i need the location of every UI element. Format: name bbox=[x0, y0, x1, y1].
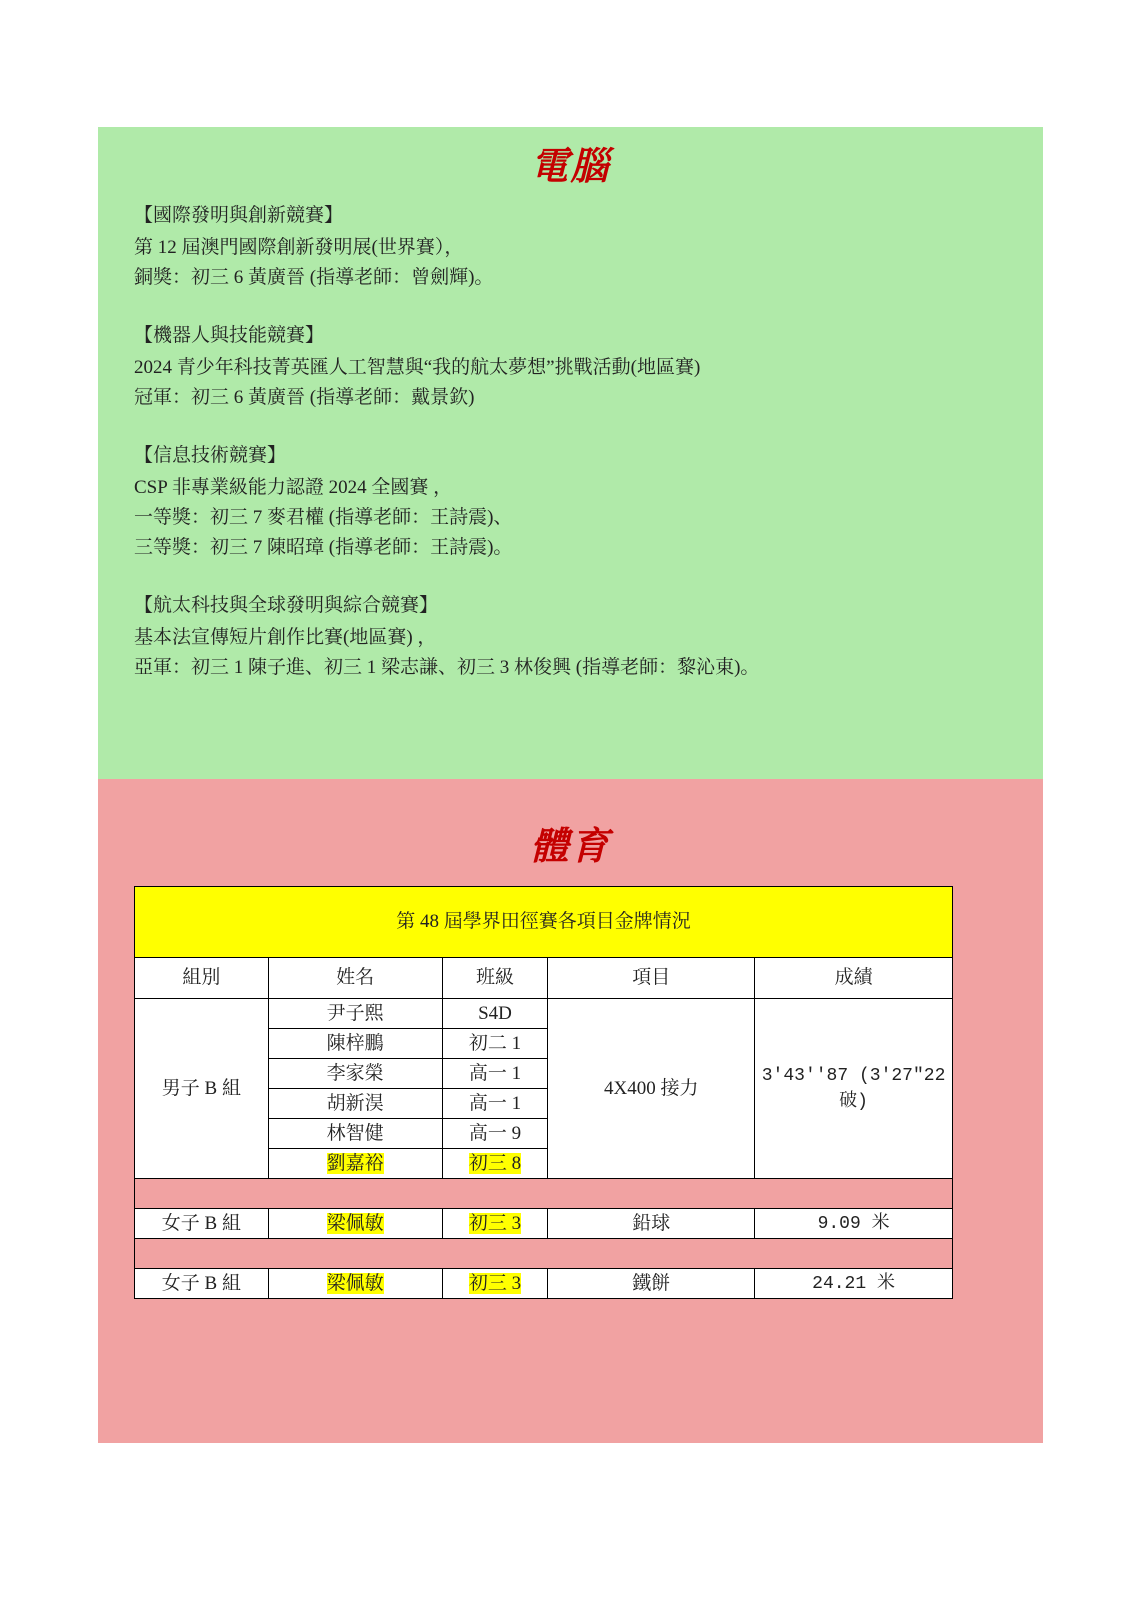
award-heading: 【國際發明與創新競賽】 bbox=[134, 205, 344, 226]
award-line: 冠軍：初三 6 黃廣晉 (指導老師：戴景欽) bbox=[134, 387, 475, 408]
highlighted-name: 劉嘉裕 bbox=[326, 1152, 384, 1174]
relay-event-cell: 4X400 接力 bbox=[548, 999, 755, 1179]
group-cell: 女子 B 組 bbox=[135, 1269, 269, 1299]
member-name-cell: 陳梓鵬 bbox=[268, 1029, 442, 1059]
result-cell: 9.09 米 bbox=[755, 1209, 953, 1239]
table-row bbox=[135, 999, 953, 1029]
award-line: 2024 青少年科技菁英匯人工智慧與“我的航太夢想”挑戰活動(地區賽) bbox=[134, 357, 701, 378]
member-name-cell: 胡新淏 bbox=[268, 1089, 442, 1119]
table-row bbox=[135, 1209, 953, 1239]
member-class-cell: 高一 9 bbox=[442, 1119, 548, 1149]
table-spacer-row bbox=[135, 1239, 953, 1269]
member-name-cell bbox=[268, 1149, 442, 1179]
award-line: CSP 非專業級能力認證 2024 全國賽 ， bbox=[134, 477, 453, 498]
member-class-cell bbox=[442, 1149, 548, 1179]
sports-section bbox=[98, 779, 1043, 1443]
event-cell: 鉛球 bbox=[548, 1209, 755, 1239]
class-cell bbox=[442, 1269, 548, 1299]
spacer-cell bbox=[135, 1179, 953, 1209]
member-name-cell: 林智健 bbox=[268, 1119, 442, 1149]
highlighted-name: 梁佩敏 bbox=[326, 1212, 384, 1234]
award-block-robotics bbox=[134, 321, 700, 413]
award-heading: 【信息技術競賽】 bbox=[134, 445, 287, 466]
member-class-cell: 初二 1 bbox=[442, 1029, 548, 1059]
award-line: 基本法宣傳短片創作比賽(地區賽) ， bbox=[134, 627, 437, 648]
award-line: 三等獎：初三 7 陳昭璋 (指導老師：王詩震)。 bbox=[134, 537, 513, 558]
sports-section-title: 體育 bbox=[530, 826, 611, 868]
header-result: 成績 bbox=[755, 958, 953, 999]
event-cell: 鐵餅 bbox=[548, 1269, 755, 1299]
highlighted-name: 梁佩敏 bbox=[326, 1272, 384, 1294]
award-heading: 【機器人與技能競賽】 bbox=[134, 325, 325, 346]
name-cell bbox=[268, 1269, 442, 1299]
header-event: 項目 bbox=[548, 958, 755, 999]
member-class-cell: 高一 1 bbox=[442, 1089, 548, 1119]
award-block-aerospace bbox=[134, 591, 759, 683]
relay-result-cell: 3'43''87 (3'27"22 破) bbox=[755, 999, 953, 1179]
award-line: 銅獎：初三 6 黃廣晉 (指導老師：曾劍輝)。 bbox=[134, 267, 494, 288]
name-cell bbox=[268, 1209, 442, 1239]
award-block-invention bbox=[134, 201, 493, 293]
header-name: 姓名 bbox=[268, 958, 442, 999]
group-cell: 女子 B 組 bbox=[135, 1209, 269, 1239]
award-line: 第 12 屆澳門國際創新發明展(世界賽）， bbox=[134, 237, 464, 258]
table-caption: 第 48 屆學界田徑賽各項目金牌情況 bbox=[135, 887, 953, 958]
highlighted-class: 初三 3 bbox=[468, 1212, 522, 1234]
computer-section-title: 電腦 bbox=[530, 146, 611, 188]
highlighted-class: 初三 8 bbox=[468, 1152, 522, 1174]
highlighted-class: 初三 3 bbox=[468, 1272, 522, 1294]
header-class: 班級 bbox=[442, 958, 548, 999]
table-row bbox=[135, 1269, 953, 1299]
award-block-it bbox=[134, 441, 512, 563]
header-group: 組別 bbox=[135, 958, 269, 999]
table-header-row bbox=[135, 958, 953, 999]
spacer-cell bbox=[135, 1239, 953, 1269]
relay-group-cell: 男子 B 組 bbox=[135, 999, 269, 1179]
member-name-cell: 尹子熙 bbox=[268, 999, 442, 1029]
class-cell bbox=[442, 1209, 548, 1239]
computer-section bbox=[98, 127, 1043, 779]
award-line: 亞軍：初三 1 陳子進、初三 1 梁志謙、初三 3 林俊興 (指導老師：黎沁東)。 bbox=[134, 657, 760, 678]
award-heading: 【航太科技與全球發明與綜合競賽】 bbox=[134, 595, 439, 616]
award-line: 一等獎：初三 7 麥君權 (指導老師：王詩震)、 bbox=[134, 507, 513, 528]
member-class-cell: S4D bbox=[442, 999, 548, 1029]
result-cell: 24.21 米 bbox=[755, 1269, 953, 1299]
table-spacer-row bbox=[135, 1179, 953, 1209]
gold-medal-table bbox=[134, 886, 953, 1299]
member-class-cell: 高一 1 bbox=[442, 1059, 548, 1089]
member-name-cell: 李家榮 bbox=[268, 1059, 442, 1089]
